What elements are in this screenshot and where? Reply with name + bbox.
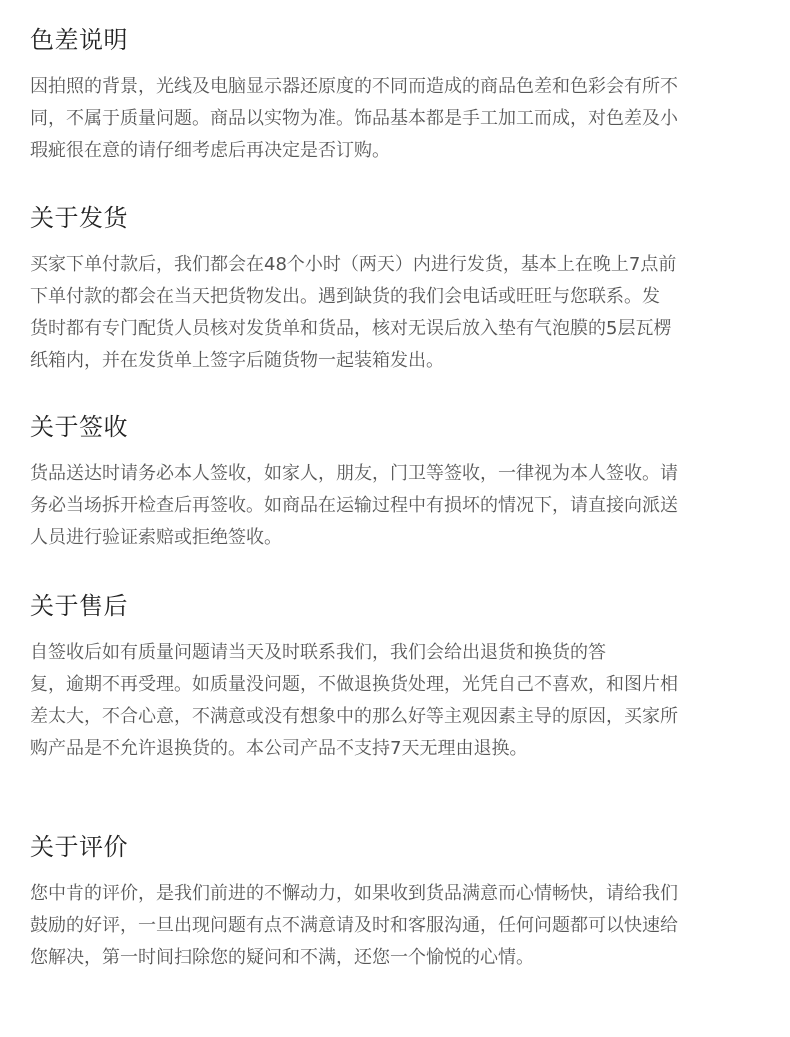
section-shipping xyxy=(30,203,770,377)
body-line: 纸箱内，并在发货单上签字后随货物一起装箱发出。 xyxy=(30,350,444,371)
section-body xyxy=(30,71,770,167)
body-line: 自签收后如有质量问题请当天及时联系我们，我们会给出退货和换货的答 xyxy=(30,642,606,663)
body-line: 您解决，第一时间扫除您的疑问和不满，还您一个愉悦的心情。 xyxy=(30,947,534,968)
section-heading: 色差说明 xyxy=(30,26,128,54)
body-line: 购产品是不允许退换货的。本公司产品不支持7天无理由退换。 xyxy=(30,738,528,759)
section-review xyxy=(30,832,770,974)
section-receipt xyxy=(30,412,770,554)
section-heading: 关于售后 xyxy=(30,592,128,620)
section-body xyxy=(30,637,770,765)
section-body xyxy=(30,458,770,554)
body-line: 您中肯的评价，是我们前进的不懈动力，如果收到货品满意而心情畅快，请给我们 xyxy=(30,883,678,904)
body-line: 瑕疵很在意的请仔细考虑后再决定是否订购。 xyxy=(30,140,390,161)
section-body xyxy=(30,249,770,377)
section-color-difference xyxy=(30,25,770,167)
body-line: 务必当场拆开检查后再签收。如商品在运输过程中有损坏的情况下，请直接向派送 xyxy=(30,495,678,516)
section-heading: 关于发货 xyxy=(30,204,128,232)
section-heading: 关于评价 xyxy=(30,833,128,861)
body-line: 下单付款的都会在当天把货物发出。遇到缺货的我们会电话或旺旺与您联系。发 xyxy=(30,286,660,307)
body-line: 鼓励的好评，一旦出现问题有点不满意请及时和客服沟通，任何问题都可以快速给 xyxy=(30,915,678,936)
body-line: 同，不属于质量问题。商品以实物为准。饰品基本都是手工加工而成，对色差及小 xyxy=(30,108,678,129)
body-line: 货时都有专门配货人员核对发货单和货品，核对无误后放入垫有气泡膜的5层瓦楞 xyxy=(30,318,672,339)
section-body xyxy=(30,878,770,974)
section-after-sales xyxy=(30,591,770,765)
body-line: 人员进行验证索赔或拒绝签收。 xyxy=(30,527,282,548)
body-line: 货品送达时请务必本人签收，如家人，朋友，门卫等签收，一律视为本人签收。请 xyxy=(30,463,678,484)
section-heading: 关于签收 xyxy=(30,413,128,441)
body-line: 差太大，不合心意，不满意或没有想象中的那么好等主观因素主导的原因，买家所 xyxy=(30,706,678,727)
body-line: 因拍照的背景，光线及电脑显示器还原度的不同而造成的商品色差和色彩会有所不 xyxy=(30,76,678,97)
body-line: 买家下单付款后，我们都会在48个小时（两天）内进行发货，基本上在晚上7点前 xyxy=(30,254,677,275)
body-line: 复，逾期不再受理。如质量没问题，不做退换货处理，光凭自己不喜欢，和图片相 xyxy=(30,674,678,695)
